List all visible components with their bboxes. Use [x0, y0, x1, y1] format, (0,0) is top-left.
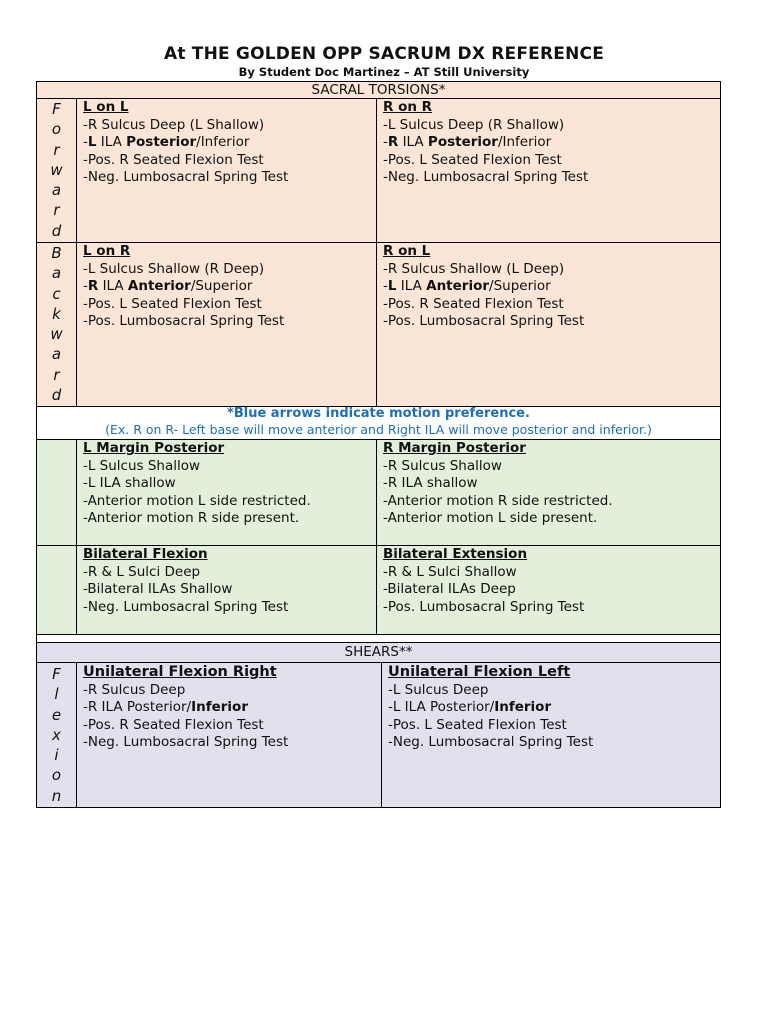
cell-line: -R & L Sulci Deep [83, 563, 201, 580]
cell-line: -L Sulcus Deep (R Shallow) [383, 116, 565, 133]
cell-heading: R on L [383, 243, 431, 259]
cell-line: -Neg. Lumbosacral Spring Test [383, 169, 589, 186]
cell-line: -Anterior motion L side restricted. [83, 492, 311, 509]
cell-line: -L ILA Posterior/Inferior [388, 699, 552, 716]
side-letter: c [52, 284, 61, 303]
side-letter: r [53, 201, 60, 220]
margin-side-blank-1 [36, 439, 77, 546]
side-letter: o [51, 766, 62, 785]
cell-line: -Neg. Lumbosacral Spring Test [83, 734, 289, 751]
l-margin-posterior-cell [76, 439, 377, 546]
r-margin-posterior-cell [376, 439, 721, 546]
side-letter: a [51, 181, 62, 200]
cell-line: -Pos. L Seated Flexion Test [83, 295, 262, 312]
cell-line: -R Sulcus Shallow [383, 457, 502, 474]
side-letter: x [52, 725, 61, 744]
cell-line: -Pos. R Seated Flexion Test [83, 716, 264, 733]
cell-heading: Unilateral Flexion Left [388, 664, 571, 680]
side-letter: k [52, 304, 61, 323]
unilateral-flexion-left-cell [381, 662, 721, 808]
bilateral-flexion-cell [76, 545, 377, 635]
cell-line: -Pos. L Seated Flexion Test [388, 716, 567, 733]
side-letter: F [52, 100, 61, 118]
side-letter: d [51, 386, 62, 405]
r-on-l-cell [376, 242, 721, 407]
side-letter: r [53, 140, 60, 159]
cell-line: -Anterior motion L side present. [383, 510, 598, 527]
l-on-l-cell [76, 98, 377, 244]
side-letter: d [51, 221, 62, 240]
shears-header: SHEARS** [36, 642, 721, 663]
cell-line: -Bilateral ILAs Shallow [83, 581, 233, 598]
cell-line: -Neg. Lumbosacral Spring Test [388, 734, 594, 751]
cell-heading: R on R [383, 99, 433, 115]
cell-line: -Anterior motion R side restricted. [383, 492, 613, 509]
flexion-side-label [36, 662, 77, 808]
cell-line: -Pos. R Seated Flexion Test [383, 295, 564, 312]
cell-heading: L Margin Posterior [83, 440, 225, 456]
cell-line: -Anterior motion R side present. [83, 510, 300, 527]
cell-line: -R ILA Anterior/Superior [83, 278, 253, 295]
cell-line: -L Sulcus Deep [388, 681, 489, 698]
l-on-r-cell [76, 242, 377, 407]
side-letter: r [53, 365, 60, 384]
document-subtitle: By Student Doc Martinez – AT Still University [238, 65, 530, 79]
forward-side-label [36, 98, 77, 244]
cell-line: -Pos. Lumbosacral Spring Test [83, 313, 285, 330]
cell-line: -R ILA shallow [383, 475, 478, 492]
side-letter: B [51, 244, 62, 262]
cell-line: -L ILA Anterior/Superior [383, 278, 551, 295]
cell-heading: R Margin Posterior [383, 440, 526, 456]
cell-heading: Bilateral Flexion [83, 546, 208, 562]
margin-side-blank-2 [36, 545, 77, 635]
cell-heading: L on L [83, 99, 129, 115]
cell-line: -Pos. L Seated Flexion Test [383, 151, 562, 168]
note-line-1: *Blue arrows indicate motion preference. [227, 406, 530, 421]
side-letter: e [51, 705, 62, 724]
cell-line: -R & L Sulci Shallow [383, 563, 517, 580]
side-letter: i [54, 746, 59, 765]
side-letter: o [51, 120, 62, 139]
cell-line: -L Sulcus Shallow (R Deep) [83, 260, 265, 277]
cell-line: -R Sulcus Deep [83, 681, 186, 698]
r-on-r-cell [376, 98, 721, 244]
cell-line: -Neg. Lumbosacral Spring Test [83, 169, 289, 186]
cell-heading: Bilateral Extension [383, 546, 528, 562]
side-letter: a [51, 264, 62, 283]
backward-side-label [36, 242, 77, 407]
unilateral-flexion-right-cell [76, 662, 382, 808]
cell-line: -Bilateral ILAs Deep [383, 581, 516, 598]
cell-line: -L Sulcus Shallow [83, 457, 201, 474]
cell-line: -Pos. R Seated Flexion Test [83, 151, 264, 168]
cell-heading: L on R [83, 243, 131, 259]
cell-line: -R Sulcus Deep (L Shallow) [83, 116, 265, 133]
side-letter: n [51, 786, 62, 805]
side-letter: w [50, 325, 63, 344]
cell-line: -R ILA Posterior/Inferior [383, 134, 552, 151]
cell-line: -R ILA Posterior/Inferior [83, 699, 248, 716]
cell-line: -Pos. Lumbosacral Spring Test [383, 598, 585, 615]
cell-line: -L ILA Posterior/Inferior [83, 134, 250, 151]
side-letter: a [51, 345, 62, 364]
cell-line: -Pos. Lumbosacral Spring Test [383, 313, 585, 330]
sacral-torsions-header: SACRAL TORSIONS* [36, 81, 721, 99]
cell-line: -Neg. Lumbosacral Spring Test [83, 598, 289, 615]
cell-heading: Unilateral Flexion Right [83, 664, 277, 680]
side-letter: l [54, 685, 59, 704]
bilateral-extension-cell [376, 545, 721, 635]
document-title: At THE GOLDEN OPP SACRUM DX REFERENCE [163, 44, 605, 64]
side-letter: F [52, 665, 61, 683]
note-line-2: (Ex. R on R- Left base will move anterior and Right ILA will move posterior and inferior.) [105, 422, 652, 437]
side-letter: w [50, 160, 63, 179]
cell-line: -R Sulcus Shallow (L Deep) [383, 260, 565, 277]
cell-line: -L ILA shallow [83, 475, 176, 492]
